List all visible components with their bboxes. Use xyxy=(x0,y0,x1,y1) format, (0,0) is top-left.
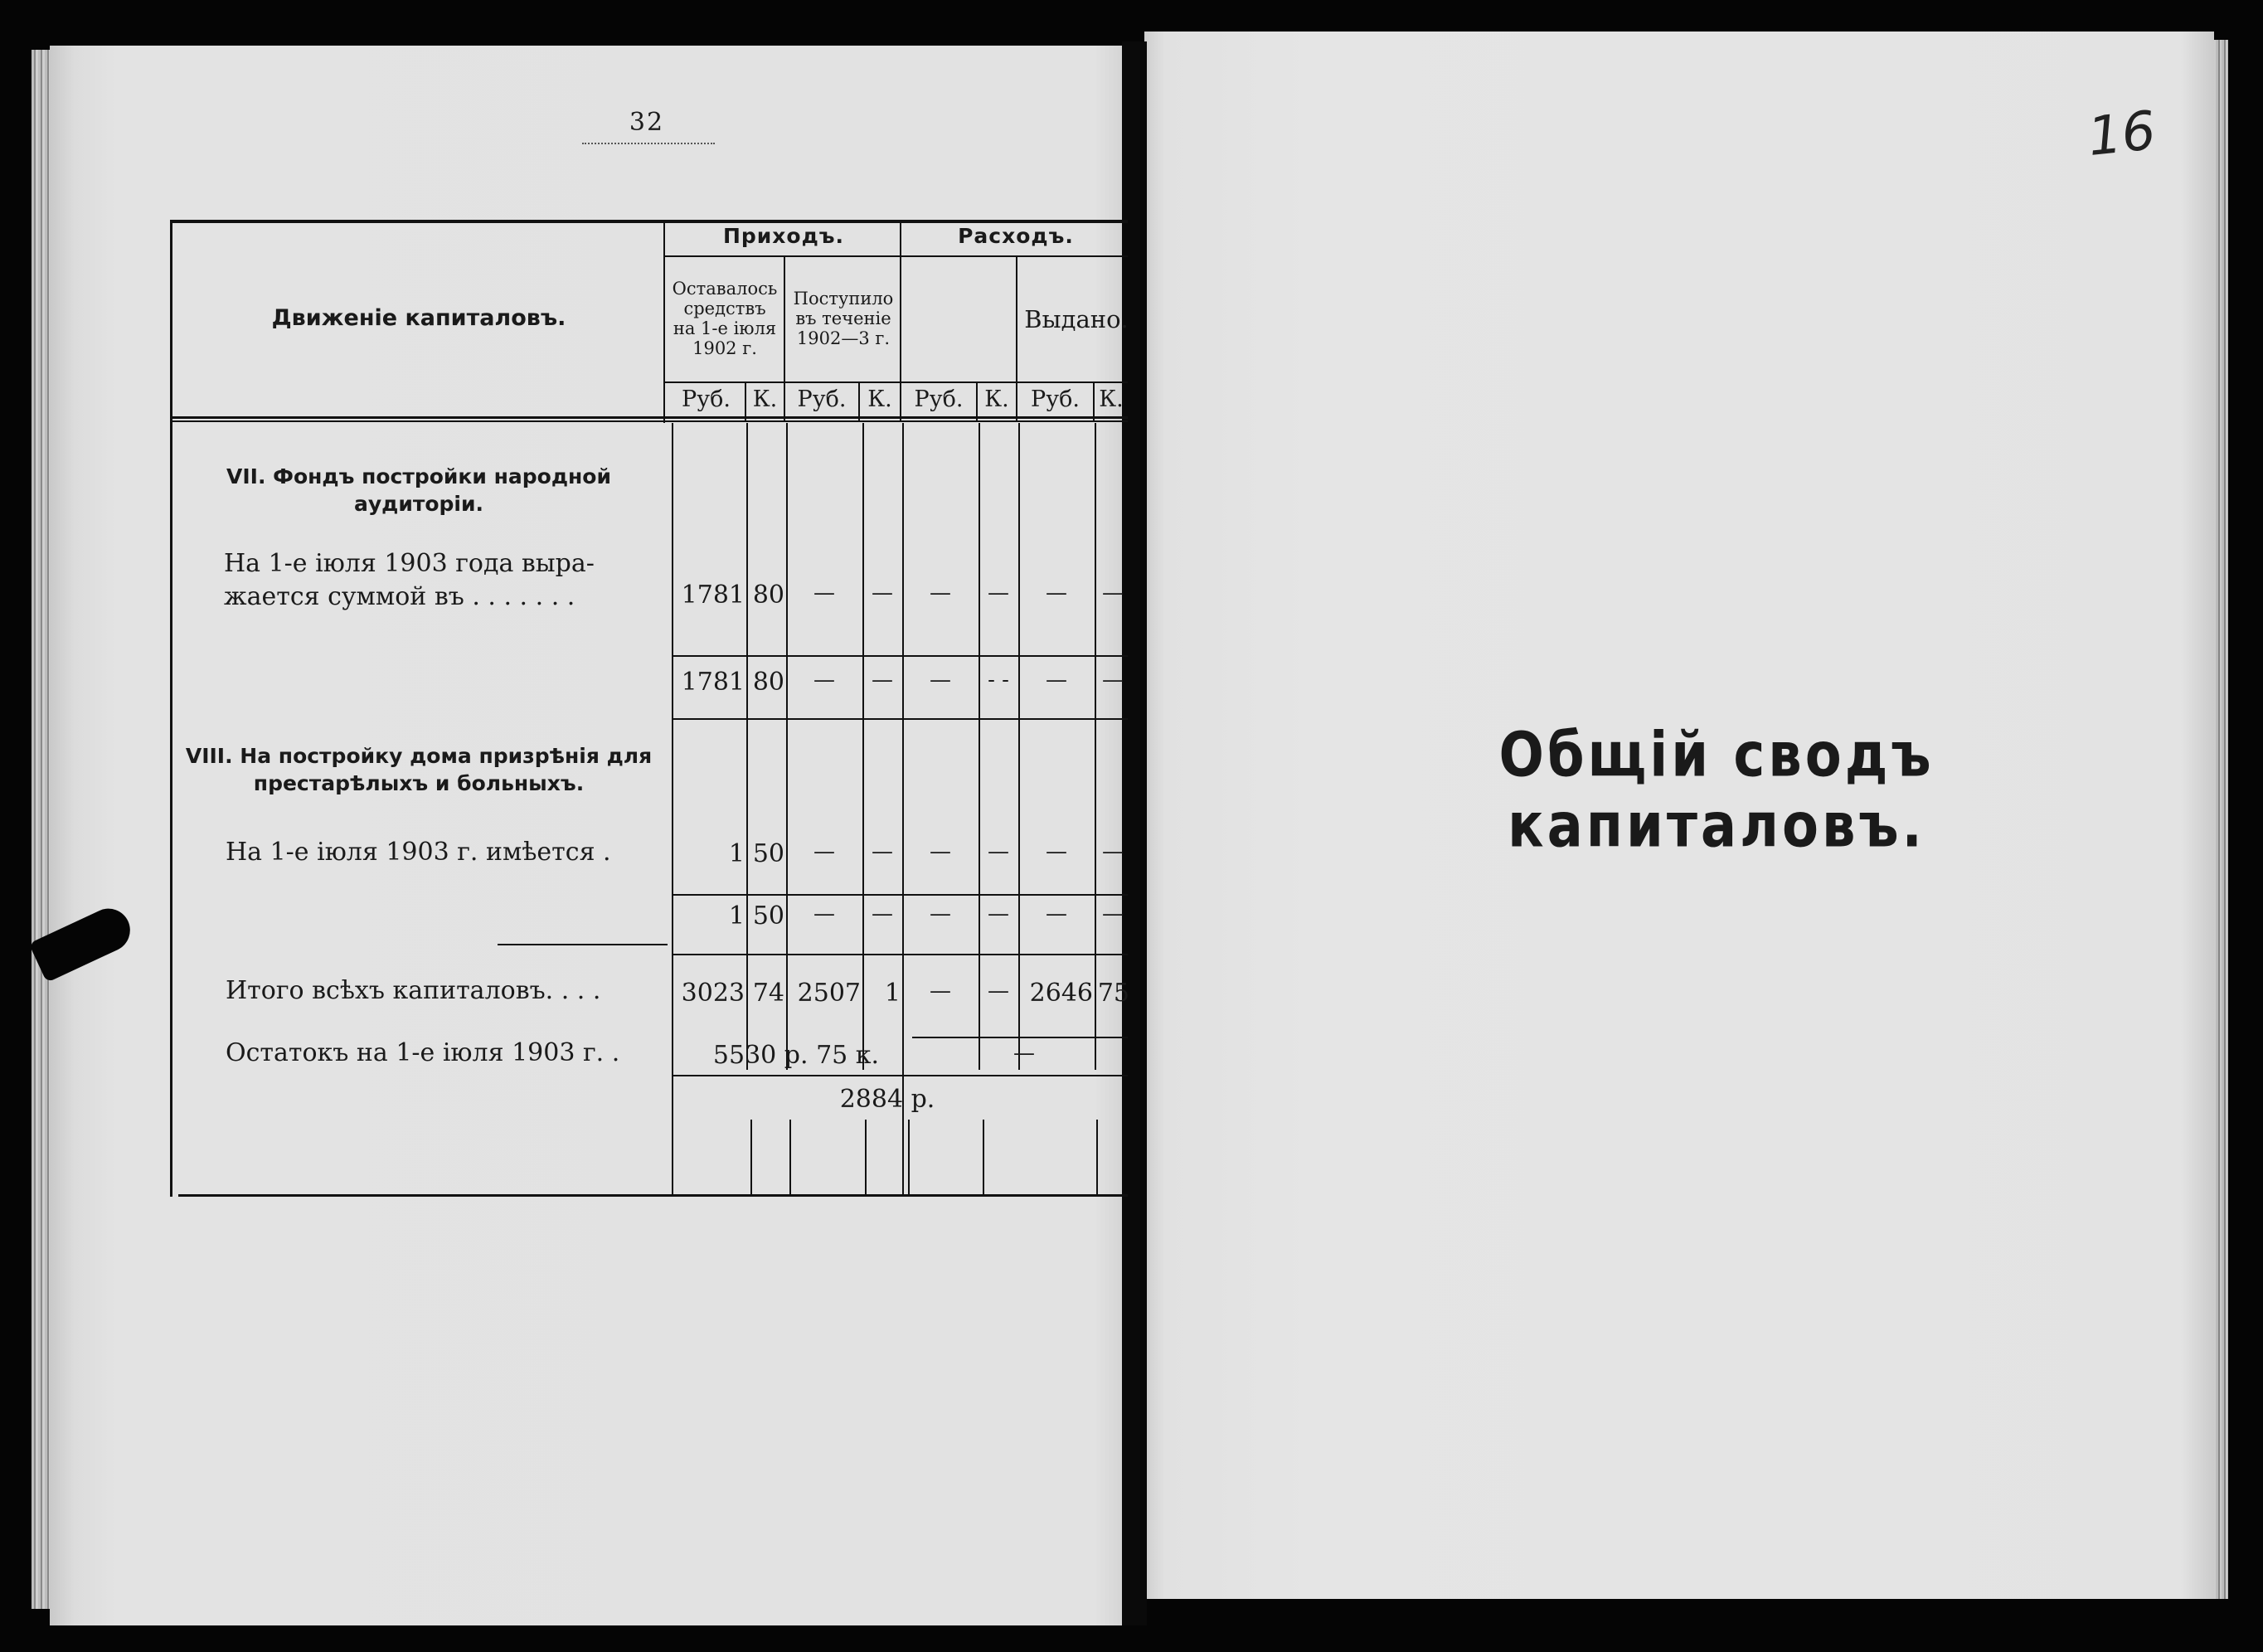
balance-value: 5530 р. 75 к. xyxy=(712,1041,880,1070)
section-7-subtotal-cell-2: — xyxy=(813,668,835,692)
section-7-subtotal-cell-7: — xyxy=(1102,668,1124,692)
section-8-row-cell-7: — xyxy=(1102,839,1124,864)
page-number-rule xyxy=(582,143,715,144)
group-header-rule xyxy=(663,255,1128,257)
total-row-cell-5: — xyxy=(988,979,1009,1003)
unit-kop-1: К. xyxy=(752,386,778,412)
unit-header-rule xyxy=(663,381,1128,383)
unit-kop-4: К. xyxy=(1099,386,1124,412)
section-8-subtotal-cell-5: — xyxy=(988,901,1009,926)
col-divider-0 xyxy=(672,423,673,1194)
section-8-row-cell-0: 1 xyxy=(728,839,745,868)
bottom-col-1 xyxy=(750,1120,752,1194)
table-left-rule xyxy=(170,222,172,1197)
total-row-cell-3: 1 xyxy=(884,979,901,1008)
section-7-row-cell-0: 1781 xyxy=(681,581,745,610)
section-8-row-cell-1: 50 xyxy=(752,839,784,868)
group-expense: Расходъ. xyxy=(958,224,1074,248)
table-top-rule xyxy=(170,220,1128,223)
folio-number: 16 xyxy=(2085,100,2159,169)
unit-rub-1: Руб. xyxy=(682,386,731,412)
sec8-sum-rule xyxy=(672,894,1128,896)
col-divider-1 xyxy=(746,423,748,1070)
section-8-subtotal-cell-6: — xyxy=(1046,901,1067,926)
col-divider-3 xyxy=(862,423,864,1070)
section-7-subtotal-cell-0: 1781 xyxy=(681,668,745,697)
section-7-row-cell-5: — xyxy=(988,581,1009,605)
section-7-row-cell-4: — xyxy=(930,581,951,605)
group-income: Приходъ. xyxy=(722,224,845,248)
header-bottom-rule-2 xyxy=(170,420,1128,422)
section-8-subtotal-cell-3: — xyxy=(872,901,893,926)
header-bottom-rule xyxy=(170,416,1128,419)
section-7-row-cell-7: — xyxy=(1102,581,1124,605)
bottom-col-2 xyxy=(789,1120,791,1194)
section-8-row-cell-6: — xyxy=(1046,839,1067,864)
section-8-text: На 1-е іюля 1903 г. имѣется . xyxy=(226,838,611,867)
bottom-col-3 xyxy=(865,1120,867,1194)
section-7-subtotal-cell-3: — xyxy=(872,668,893,692)
section-8-subtotal-cell-1: 50 xyxy=(752,901,784,930)
balance-dash: — xyxy=(1013,1041,1035,1066)
book-spine xyxy=(1122,41,1147,1625)
bottom-col-6 xyxy=(1096,1120,1098,1194)
sec8-text-rule xyxy=(498,944,668,945)
sub-issued: Выдано. xyxy=(1024,305,1129,333)
unit-rub-2: Руб. xyxy=(797,386,847,412)
section-8-subtotal-cell-0: 1 xyxy=(728,901,745,930)
section-7-subtotal-cell-4: — xyxy=(930,668,951,692)
section-7-subtotal-cell-1: 80 xyxy=(752,668,784,697)
section-8-subtotal-cell-2: — xyxy=(813,901,835,926)
col-divider-6 xyxy=(1018,423,1020,1070)
bottom-col-5 xyxy=(983,1120,984,1194)
page-number: 32 xyxy=(629,108,665,137)
unit-kop-2: К. xyxy=(867,386,892,412)
col-divider-2 xyxy=(786,423,788,1070)
sec7-sub-rule xyxy=(672,718,1128,720)
section-7-text: На 1-е іюля 1903 года выра- жается суммой въ . . . . . . . xyxy=(224,549,595,611)
total-label: Итого всѣхъ капиталовъ. . . . xyxy=(226,976,601,1005)
sec7-sum-rule xyxy=(672,655,1128,657)
section-8-row-cell-5: — xyxy=(988,839,1009,864)
total-row-cell-7: 75 xyxy=(1097,979,1129,1008)
section-7-title: VII. Фондъ постройки народной аудиторіи. xyxy=(226,464,611,516)
total-row-cell-0: 3023 xyxy=(681,979,745,1008)
section-8-subtotal-cell-7: — xyxy=(1102,901,1124,926)
table-bottom-rule xyxy=(178,1194,1128,1197)
section-7-subtotal-cell-6: — xyxy=(1046,668,1067,692)
section-7-subtotal-cell-5: - - xyxy=(988,668,1009,692)
col-divider-7 xyxy=(1095,423,1096,1070)
section-7-row-cell-1: 80 xyxy=(752,581,784,610)
section-8-row-cell-4: — xyxy=(930,839,951,864)
section-8-title: VIII. На постройку дома призрѣнія для престарѣлыхъ и больныхъ. xyxy=(185,744,653,795)
col-divider-4 xyxy=(902,423,904,1194)
section-8-row-cell-2: — xyxy=(813,839,835,864)
section-8-row-cell-3: — xyxy=(872,839,893,864)
unit-kop-3: К. xyxy=(984,386,1009,412)
section-8-subtotal-cell-4: — xyxy=(930,901,951,926)
section-7-row-cell-6: — xyxy=(1046,581,1067,605)
section-7-row-cell-3: — xyxy=(872,581,893,605)
balance-rule xyxy=(672,1075,1128,1076)
col-divider-5 xyxy=(979,423,980,1070)
sub-received: Поступило въ теченіе 1902—3 г. xyxy=(793,289,894,348)
total-row-cell-4: — xyxy=(930,979,951,1003)
summary-title: Общій сводъ капиталовъ. xyxy=(1498,720,1935,862)
unit-rub-4: Руб. xyxy=(1031,386,1080,412)
grand-value: 2884 р. xyxy=(839,1085,935,1114)
sec8-sub-rule xyxy=(672,954,1128,955)
bottom-col-4 xyxy=(908,1120,910,1194)
column-header: Движеніе капиталовъ. xyxy=(271,305,566,331)
unit-rub-3: Руб. xyxy=(914,386,964,412)
section-7-row-cell-2: — xyxy=(813,581,835,605)
total-row-cell-1: 74 xyxy=(752,979,784,1008)
total-row-cell-6: 2646 xyxy=(1029,979,1093,1008)
sub-remained: Оставалось средствъ на 1-е іюля 1902 г. xyxy=(672,279,778,358)
balance-label: Остатокъ на 1-е іюля 1903 г. . xyxy=(226,1038,620,1067)
total-row-cell-2: 2507 xyxy=(797,979,861,1008)
